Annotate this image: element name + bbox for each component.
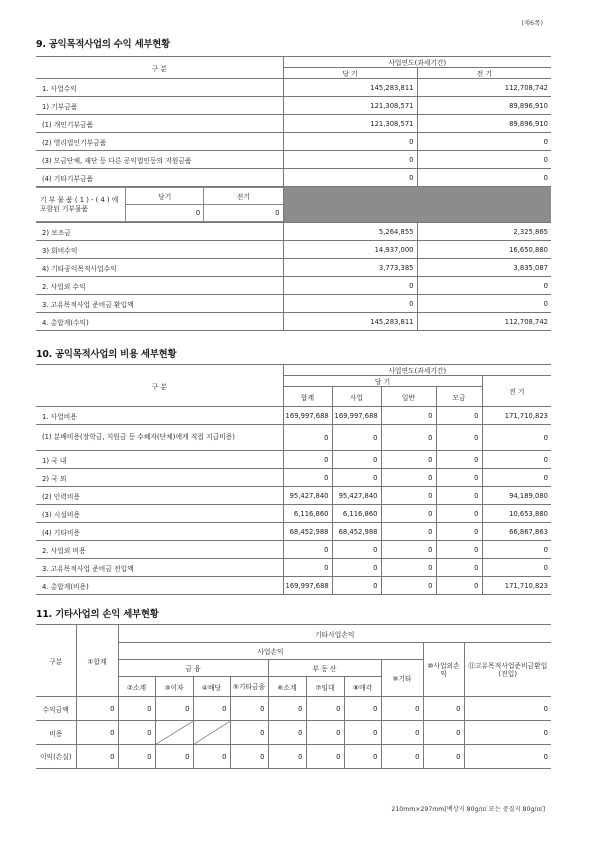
header-rent: ⑦임대 [306,677,344,697]
row-label: 4) 기타공익목적사업수익 [36,259,283,277]
previous-value: 0 [417,295,551,313]
value-cell: 0 [464,745,551,769]
fundraising-value: 0 [436,487,482,505]
value-cell: 0 [193,697,230,721]
table-row [36,79,551,97]
in-kind-cur-value: 0 [126,205,204,222]
row-label: 수익금액 [36,697,76,721]
header-non-business-pl: ⑩사업외손익 [423,643,464,697]
business-value: 68,452,988 [332,523,381,541]
current-value: 14,937,000 [283,241,417,259]
business-value: 169,997,688 [332,407,381,425]
value-cell: 0 [344,745,381,769]
table-row [36,541,551,559]
row-label: 1. 사업비용 [36,407,283,425]
value-cell: 0 [306,697,344,721]
value-cell: 0 [193,745,230,769]
value-cell: 0 [344,721,381,745]
table-row [36,259,551,277]
previous-value: 171,710,823 [482,407,551,425]
current-value: 0 [283,133,417,151]
general-value: 0 [381,577,436,595]
row-label: 1) 국 내 [36,451,283,469]
value-cell: 0 [230,745,268,769]
header-other-business-pl: 기타사업손익 [118,625,551,643]
header-finance: 금 융 [118,660,268,677]
previous-value: 10,653,880 [482,505,551,523]
table-row [36,469,551,487]
table-row [36,223,551,241]
other-business-table [36,624,551,769]
fundraising-value: 0 [436,469,482,487]
header-fundraising: 모금 [436,387,482,407]
total-value: 68,452,988 [283,523,332,541]
row-label: 1) 기부금품 [36,97,283,115]
header-current: 당 기 [283,376,482,387]
current-value: 0 [283,295,417,313]
row-label: 2. 사업외 비용 [36,541,283,559]
in-kind-cur-label: 당기 [126,188,204,205]
previous-value: 0 [482,541,551,559]
header-business: 사업 [332,387,381,407]
table-row [36,487,551,505]
header-previous: 전 기 [482,376,551,407]
current-value: 0 [283,277,417,295]
value-cell: 0 [423,721,464,745]
value-cell: 0 [268,697,306,721]
total-value: 169,997,688 [283,407,332,425]
header-total: 합계 [283,387,332,407]
general-value: 0 [381,541,436,559]
previous-value: 89,896,910 [417,97,551,115]
header-sale: ⑧매각 [344,677,381,697]
revenue-table [36,56,551,331]
section9-title: 9. 공익목적사업의 수익 세부현황 [36,39,171,50]
current-value: 5,264,855 [283,223,417,241]
total-value: 0 [283,541,332,559]
previous-value: 94,189,080 [482,487,551,505]
previous-value: 112,708,742 [417,79,551,97]
in-kind-donation-cell [36,187,283,223]
value-cell [193,721,230,745]
value-cell: 0 [381,721,423,745]
value-cell: 0 [344,697,381,721]
total-value: 169,997,688 [283,577,332,595]
in-kind-prev-value: 0 [204,205,283,222]
table-row [36,151,551,169]
value-cell: 0 [76,721,118,745]
in-kind-label: 기 부 물 품 ( 1 ) - ( 4 ) 에 포함된 기부물품 [36,188,126,222]
header-interest: ③이자 [155,677,193,697]
value-cell: 0 [118,697,155,721]
current-value: 145,283,811 [283,313,417,331]
previous-value: 3,835,087 [417,259,551,277]
row-label: (2) 인력비용 [36,487,283,505]
table-row [36,505,551,523]
previous-value: 0 [417,277,551,295]
row-label: 3. 고유목적사업 준비금 환입액 [36,295,283,313]
previous-value: 112,708,742 [417,313,551,331]
value-cell: 0 [155,745,193,769]
total-value: 0 [283,469,332,487]
row-label: (1) 분배비용(장학금, 지원금 등 수혜자(단체)에게 직접 지급비용) [36,425,283,451]
fundraising-value: 0 [436,577,482,595]
table-row [36,277,551,295]
general-value: 0 [381,487,436,505]
shaded-cell [283,187,551,223]
header-previous: 전 기 [417,68,551,79]
table-row [36,425,551,451]
table-row [36,577,551,595]
header-reserve: ⑪고유목적사업준비금환입(전입) [464,643,551,697]
general-value: 0 [381,559,436,577]
previous-value: 0 [417,169,551,187]
value-cell: 0 [118,745,155,769]
fundraising-value: 0 [436,505,482,523]
row-label: (3) 모금단체, 재단 등 다른 공익법인등의 지원금품 [36,151,283,169]
table-row [36,697,551,721]
row-label: 3) 회비수익 [36,241,283,259]
previous-value: 0 [482,451,551,469]
table-row [36,559,551,577]
header-fiscal-year: 사업연도(과세기간) [283,365,551,376]
fundraising-value: 0 [436,451,482,469]
row-label: (2) 영리법인기부금품 [36,133,283,151]
row-label: 4. 총합계(수익) [36,313,283,331]
general-value: 0 [381,469,436,487]
row-label: (4) 기타기부금품 [36,169,283,187]
header-general: 일반 [381,387,436,407]
total-value: 0 [283,451,332,469]
row-label: (1) 개인기부금품 [36,115,283,133]
business-value: 0 [332,451,381,469]
value-cell: 0 [423,745,464,769]
business-value: 0 [332,541,381,559]
in-kind-donation-row [36,187,551,223]
row-label: 비용 [36,721,76,745]
business-value: 0 [332,469,381,487]
header-gubun: 구 분 [36,365,283,407]
value-cell: 0 [230,697,268,721]
current-value: 3,773,385 [283,259,417,277]
current-value: 0 [283,151,417,169]
table-row [36,115,551,133]
value-cell: 0 [464,721,551,745]
header-dividend: ④배당 [193,677,230,697]
table-row [36,451,551,469]
table-row [36,745,551,769]
value-cell: 0 [76,745,118,769]
paper-spec-footer: 210mm×297mm[백상지 80g/㎡ 또는 중질지 80g/㎡] [391,806,545,813]
in-kind-prev-label: 전기 [204,188,283,205]
fundraising-value: 0 [436,407,482,425]
business-value: 6,116,860 [332,505,381,523]
table-row [36,133,551,151]
value-cell: 0 [381,697,423,721]
business-value: 0 [332,577,381,595]
table-row [36,241,551,259]
header-fin-subtotal: ②소계 [118,677,155,697]
previous-value: 89,896,910 [417,115,551,133]
section11-title: 11. 기타사업의 손익 세부현황 [36,609,159,620]
value-cell: 0 [268,721,306,745]
total-value: 0 [283,559,332,577]
general-value: 0 [381,407,436,425]
header-gubun: 구분 [36,625,76,697]
fundraising-value: 0 [436,523,482,541]
row-label: (3) 시설비용 [36,505,283,523]
value-cell: 0 [381,745,423,769]
previous-value: 0 [482,469,551,487]
value-cell: 0 [306,745,344,769]
previous-value: 0 [417,133,551,151]
row-label: 이익(손실) [36,745,76,769]
value-cell: 0 [464,697,551,721]
previous-value: 0 [482,559,551,577]
general-value: 0 [381,451,436,469]
table-row [36,407,551,425]
header-fiscal-year: 사업연도(과세기간) [283,57,551,68]
value-cell: 0 [230,721,268,745]
table-row [36,523,551,541]
current-value: 145,283,811 [283,79,417,97]
header-current: 당 기 [283,68,417,79]
value-cell: 0 [155,697,193,721]
page-number: (제6쪽) [521,19,543,27]
general-value: 0 [381,505,436,523]
row-label: 3. 고유목적사업 준비금 전입액 [36,559,283,577]
header-other-finance: ⑤기타금융 [230,677,268,697]
table-row [36,721,551,745]
table-row [36,313,551,331]
business-value: 0 [332,425,381,451]
row-label: 2. 사업외 수익 [36,277,283,295]
header-business-pl: 사업손익 [118,643,423,660]
value-cell: 0 [118,721,155,745]
header-other: ⑨기타 [381,660,423,697]
value-cell [155,721,193,745]
row-label: 2) 국 외 [36,469,283,487]
header-real-estate: 부 동 산 [268,660,381,677]
value-cell: 0 [306,721,344,745]
row-label: 4. 총합계(비용) [36,577,283,595]
section10-title: 10. 공익목적사업의 비용 세부현황 [36,349,177,360]
value-cell: 0 [76,697,118,721]
total-value: 6,116,860 [283,505,332,523]
previous-value: 2,325,865 [417,223,551,241]
header-gubun: 구 분 [36,57,283,79]
previous-value: 0 [417,151,551,169]
table-row [36,295,551,313]
business-value: 95,427,840 [332,487,381,505]
total-value: 95,427,840 [283,487,332,505]
fundraising-value: 0 [436,425,482,451]
table-row [36,97,551,115]
header-total: ①합계 [76,625,118,697]
row-label: (4) 기타비용 [36,523,283,541]
general-value: 0 [381,523,436,541]
value-cell: 0 [423,697,464,721]
previous-value: 66,867,863 [482,523,551,541]
current-value: 121,308,571 [283,115,417,133]
header-re-subtotal: ⑥소계 [268,677,306,697]
table-row [36,169,551,187]
expense-table [36,364,551,595]
general-value: 0 [381,425,436,451]
fundraising-value: 0 [436,541,482,559]
row-label: 2) 보조금 [36,223,283,241]
value-cell: 0 [268,745,306,769]
previous-value: 171,710,823 [482,577,551,595]
fundraising-value: 0 [436,559,482,577]
previous-value: 0 [482,425,551,451]
total-value: 0 [283,425,332,451]
row-label: 1. 사업수익 [36,79,283,97]
previous-value: 16,650,880 [417,241,551,259]
business-value: 0 [332,559,381,577]
current-value: 0 [283,169,417,187]
current-value: 121,308,571 [283,97,417,115]
